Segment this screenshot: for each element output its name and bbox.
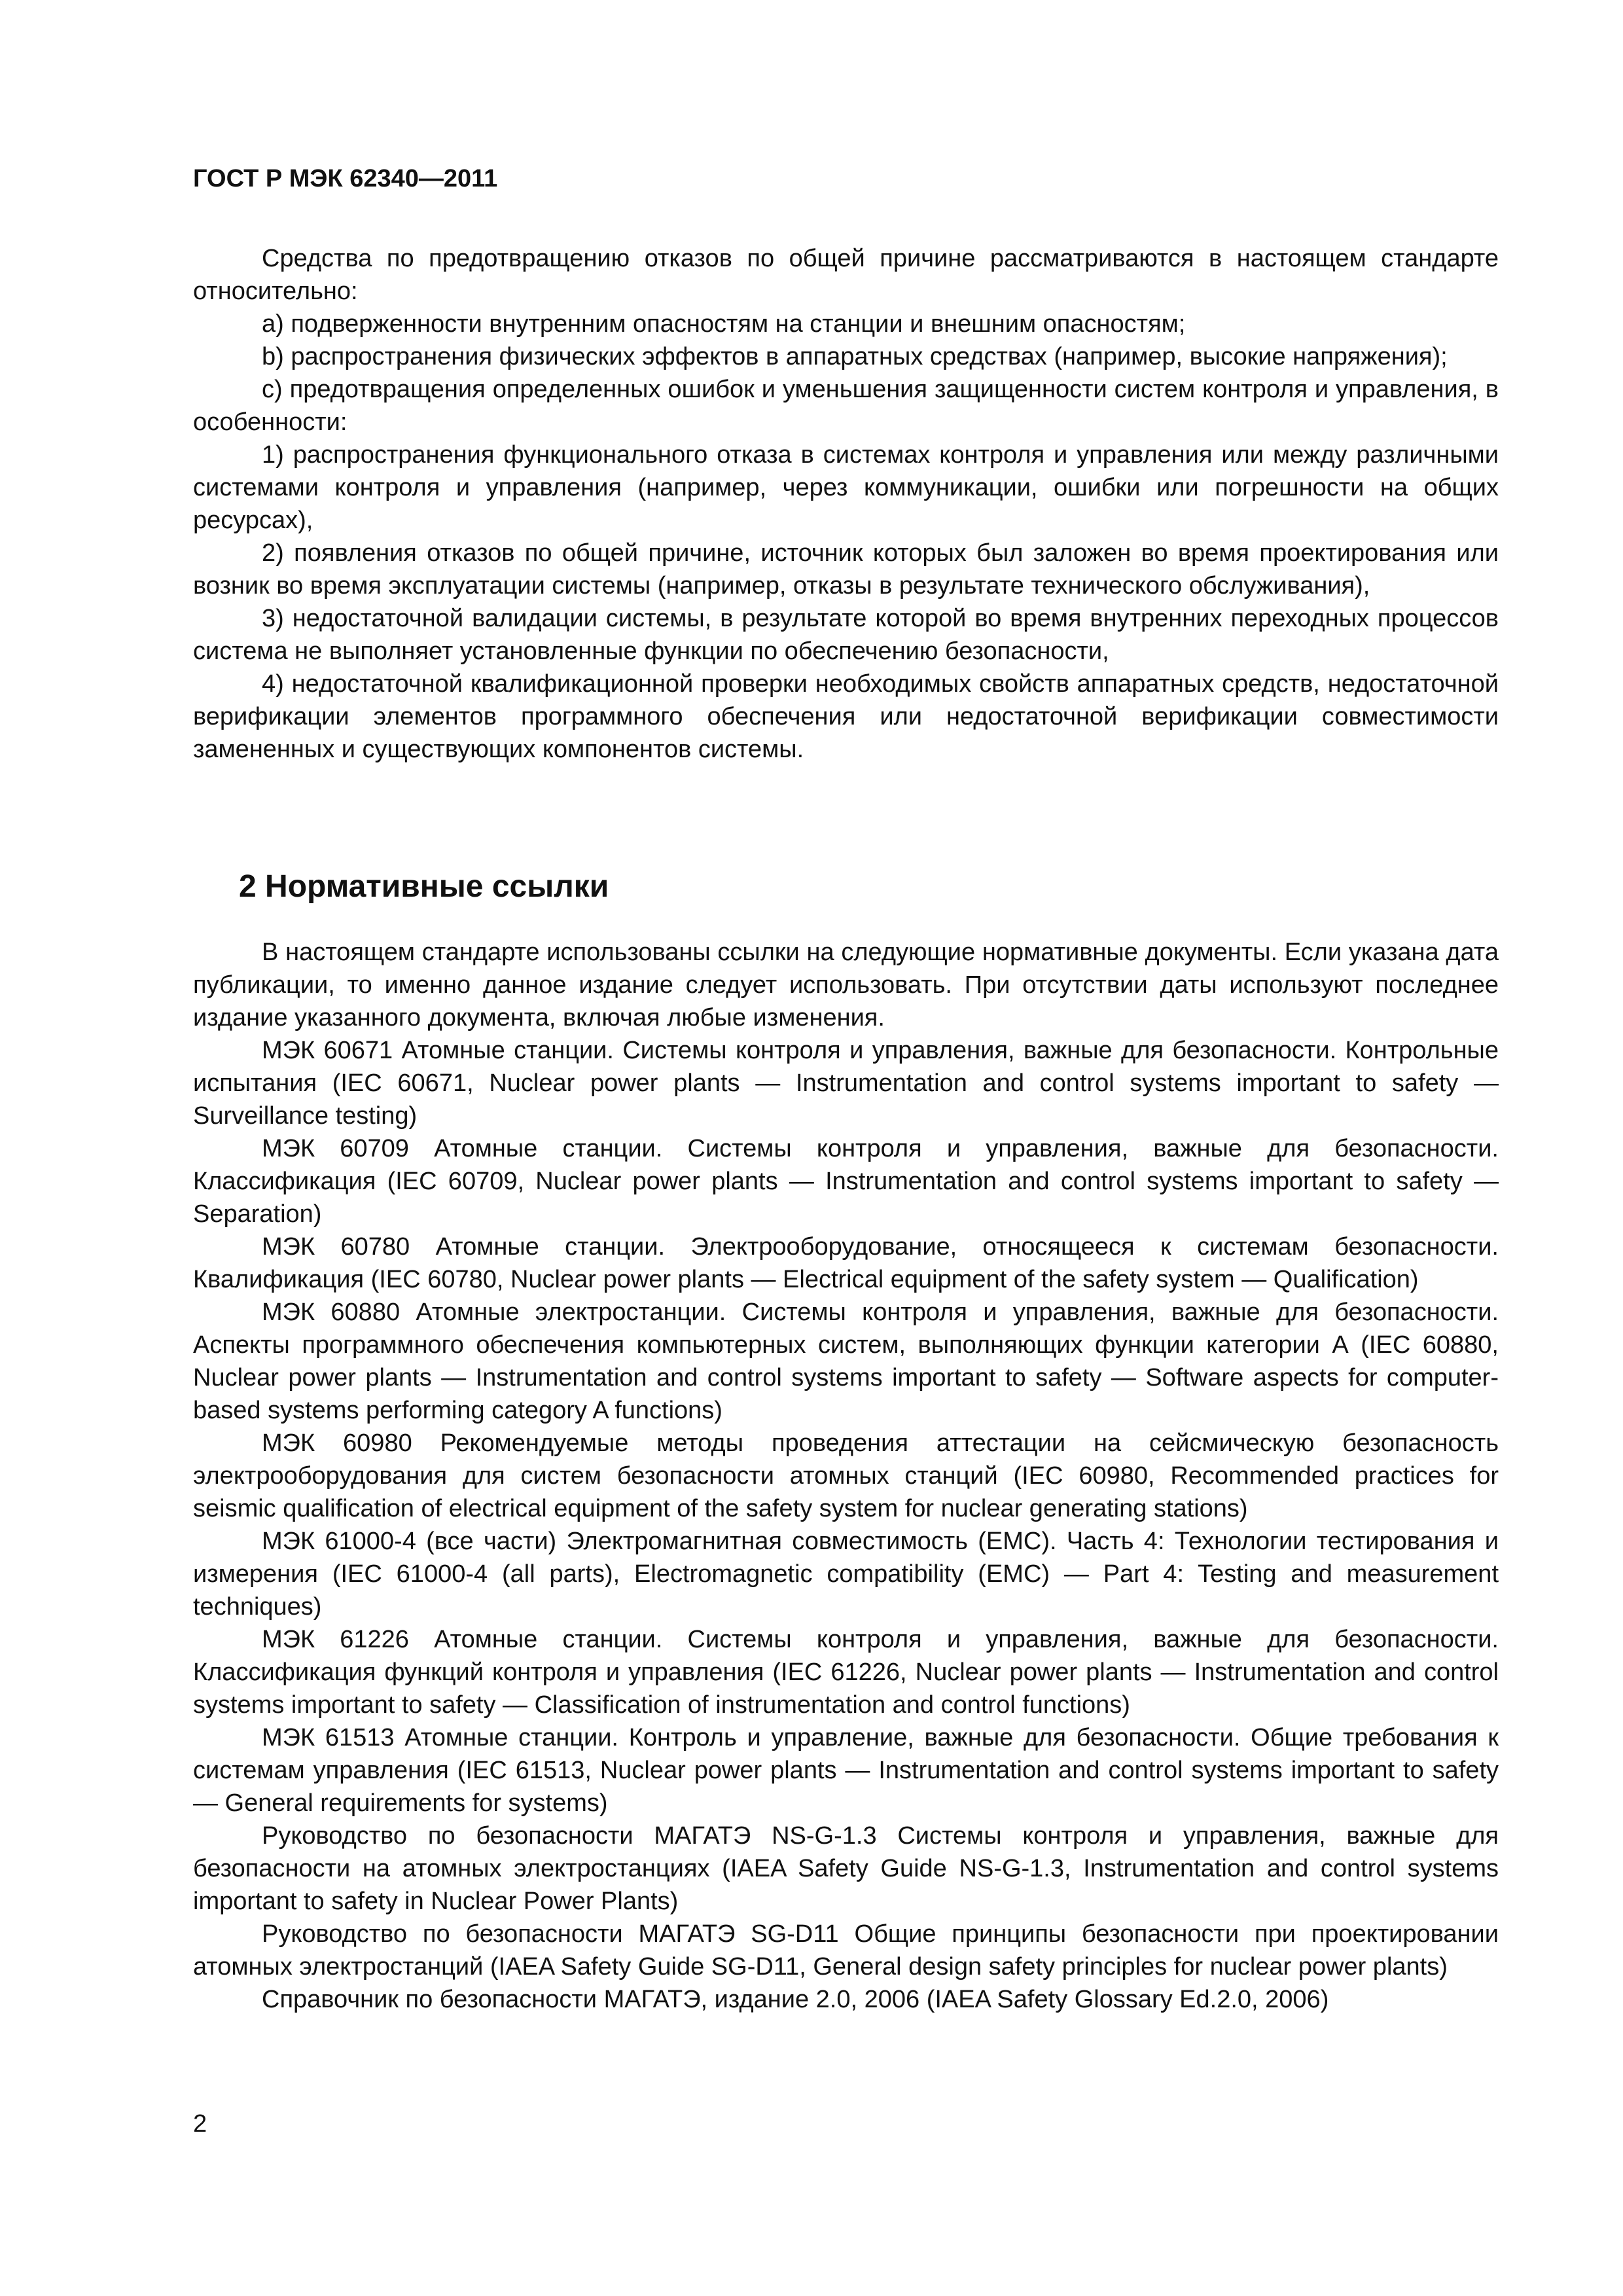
reference-entry: Руководство по безопасности МАГАТЭ NS-G-1.3 Системы контроля и управления, важные для безопасности на атомных электростанциях (IAEA Safety Guide NS-G-1.3, Instrumentation and control systems important to safety in Nuclear Power Plants)	[193, 1822, 1499, 1915]
list-item: b) распространения физических эффектов в аппаратных средствах (например, высокие напряжения);	[262, 343, 1448, 370]
reference-entry: МЭК 60671 Атомные станции. Системы контроля и управления, важные для безопасности. Контрольные испытания (IEC 60671, Nuclear power plants — Instrumentation and control systems important to safety — Surveillance testing)	[193, 1037, 1499, 1130]
paragraph: В настоящем стандарте использованы ссылки на следующие нормативные документы. Если указана дата публикации, то именно данное издание следует использовать. При отсутствии даты используют последнее издание указанного документа, включая любые изменения.	[193, 939, 1499, 1031]
intro-body	[193, 242, 1499, 766]
reference-entry: МЭК 61513 Атомные станции. Контроль и управление, важные для безопасности. Общие требования к системам управления (IEC 61513, Nuclear power plants — Instrumentation and control systems important to safety — General requirements for systems)	[193, 1724, 1499, 1817]
list-item: 4) недостаточной квалификационной проверки необходимых свойств аппаратных средств, недостаточной верификации элементов программного обеспечения или недостаточной верификации совместимости замененных и существующих компонентов системы.	[193, 670, 1499, 763]
references-body	[193, 936, 1499, 2016]
reference-entry: МЭК 61226 Атомные станции. Системы контроля и управления, важные для безопасности. Классификация функций контроля и управления (IEC 61226, Nuclear power plants — Instrumentation and control systems important to safety — Classification of instrumentation and control functions)	[193, 1626, 1499, 1719]
reference-entry: МЭК 60980 Рекомендуемые методы проведения аттестации на сейсмическую безопасность электрооборудования для систем безопасности атомных станций (IEC 60980, Recommended practices for seismic qualification of electrical equipment of the safety system for nuclear generating stations)	[193, 1429, 1499, 1522]
reference-entry: МЭК 61000-4 (все части) Электромагнитная совместимость (EMC). Часть 4: Технологии тестирования и измерения (IEC 61000-4 (all parts), Electromagnetic compatibility (EMC) — Part 4: Testing and measurement techniques)	[193, 1528, 1499, 1621]
reference-entry: МЭК 60880 Атомные электростанции. Системы контроля и управления, важные для безопасности. Аспекты программного обеспечения компьютерных систем, выполняющих функции категории А (IEC 60880, Nuclear power plants — Instrumentation and control systems important to safety — Software aspects for computer-based systems performing category A functions)	[193, 1299, 1499, 1424]
list-item: 3) недостаточной валидации системы, в результате которой во время внутренних переходных процессов система не выполняет установленные функции по обеспечению безопасности,	[193, 605, 1499, 665]
page-number: 2	[193, 2110, 207, 2138]
reference-entry: МЭК 60709 Атомные станции. Системы контроля и управления, важные для безопасности. Классификация (IEC 60709, Nuclear power plants — Instrumentation and control systems important to safety — Separation)	[193, 1135, 1499, 1228]
reference-entry: МЭК 60780 Атомные станции. Электрооборудование, относящееся к системам безопасности. Квалификация (IEC 60780, Nuclear power plants — Electrical equipment of the safety system — Qualification)	[193, 1233, 1499, 1293]
paragraph: Средства по предотвращению отказов по общей причине рассматриваются в настоящем стандарте относительно:	[193, 245, 1499, 305]
list-item: a) подверженности внутренним опасностям на станции и внешним опасностям;	[262, 310, 1186, 338]
list-item: c) предотвращения определенных ошибок и уменьшения защищенности систем контроля и управления, в особенности:	[193, 376, 1499, 436]
reference-entry: Справочник по безопасности МАГАТЭ, издание 2.0, 2006 (IAEA Safety Glossary Ed.2.0, 2006)	[262, 1986, 1329, 2013]
section-heading: 2 Нормативные ссылки	[239, 869, 609, 904]
reference-entry: Руководство по безопасности МАГАТЭ SG-D11 Общие принципы безопасности при проектировании атомных электростанций (IAEA Safety Guide SG-D11, General design safety principles for nuclear power plants)	[193, 1920, 1499, 1981]
list-item: 2) появления отказов по общей причине, источник которых был заложен во время проектирования или возник во время эксплуатации системы (например, отказы в результате технического обслуживания),	[193, 539, 1499, 600]
list-item: 1) распространения функционального отказа в системах контроля и управления или между различными системами контроля и управления (например, через коммуникации, ошибки или погрешности на общих ресурсах),	[193, 441, 1499, 534]
document-header: ГОСТ Р МЭК 62340—2011	[193, 165, 498, 192]
